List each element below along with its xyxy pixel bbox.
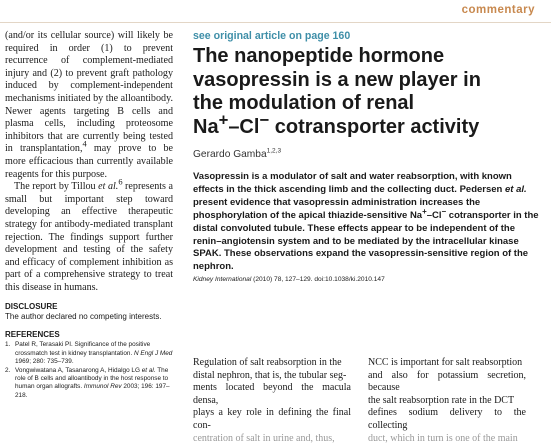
- body-column-1: [193, 357, 351, 445]
- reference-item: [5, 367, 173, 400]
- abstract-part-2: present evidence that vasopressin administration increases the phosphorylation of the apical thiazide-sensitive Na: [193, 196, 481, 221]
- footnote-4: 4: [82, 139, 87, 149]
- body-line: duct, which in turn is one of the main: [368, 432, 518, 444]
- left-column: [5, 30, 173, 400]
- citation-journal: Kidney International: [193, 276, 252, 284]
- disclosure-heading: DISCLOSURE: [5, 302, 58, 312]
- author: [193, 149, 543, 160]
- citation: [193, 276, 543, 283]
- body-line: distal nephron, that is, the tubular seg-: [193, 369, 347, 381]
- reference-tail: 1969; 280: 735–739.: [15, 357, 74, 365]
- article-header: [193, 30, 543, 283]
- title-line-3: the modulation of renal: [193, 92, 415, 114]
- reference-journal: et al.: [141, 367, 156, 375]
- body-columns: [193, 357, 543, 444]
- abstract-part-1: Vasopressin is a modulator of salt and water reabsorption, with known effects in the thick ascending limb and the collecting duct. Pedersen: [193, 171, 512, 195]
- left-paragraph-1: [5, 30, 173, 181]
- see-original-link[interactable]: see original article on page 160: [193, 30, 351, 42]
- et-al: et al.: [98, 181, 119, 193]
- reference-number: 1.: [5, 341, 11, 349]
- body-line: centration of salt in urine and, thus,: [193, 432, 335, 444]
- author-affiliations: 1,2,3: [266, 147, 282, 155]
- title-line-1: The nanopeptide hormone: [193, 45, 445, 67]
- abstract-minus-sup: −: [441, 206, 447, 216]
- body-line: defines sodium delivery to the collecting: [368, 407, 526, 431]
- header-divider: [0, 22, 551, 23]
- reference-text: Vongwiwatana A, Tasanarong A, Hidalgo LG: [15, 367, 142, 375]
- body-line: Regulation of salt reabsorption in the: [193, 357, 342, 368]
- abstract-et-al: et al.: [504, 183, 527, 195]
- body-line: ments located beyond the macula densa,: [193, 382, 351, 406]
- abstract-part-3: –Cl: [426, 209, 442, 221]
- reference-item: [5, 341, 173, 366]
- left-paragraph-2: [5, 177, 173, 294]
- left-paragraph-2-start: The report by Tillou: [14, 181, 99, 193]
- body-line: and also for potassium secretion, because: [368, 369, 526, 394]
- title-line-2: vasopressin is a new player in: [193, 68, 481, 91]
- reference-text: Patel R, Terasaki PI. Significance of the positive crossmatch test in kidney transplantation.: [15, 341, 151, 357]
- reference-journal: N Engl J Med: [134, 349, 173, 357]
- reference-journal: Immunol Rev: [83, 383, 122, 391]
- title-line-4-na: Na: [193, 115, 219, 138]
- left-paragraph-2-rest: represents a small but important step toward developing an effective therapeutic strategy for antibody-mediated transplant rejection. The findings support further development and testing of the safety and efficacy of complement inhibition as part of a comprehensive strategy to treat this disease in humans.: [5, 181, 173, 293]
- abstract-part-4: cotransporter in the distal convoluted tubule. These effects appear to be independent of the renin–angiotensin system and to be mediated by the intracellular kinase SPAK. These observations expand the vasopressin-sensitive region of the nephron.: [193, 209, 539, 273]
- left-paragraph-1-text: (and/or its cellular source) will likely be required in order (1) to prevent recurrence of complement-mediated injury and (2) to prevent graft pathology induced by complement-independent mechanisms initiated by the alloantibody. Newer agents targeting B cells and plasma cells, including proteosome inhibitors that are currently being tested in transplantation,: [5, 30, 173, 155]
- body-line: NCC is important for salt reabsorption: [368, 357, 523, 368]
- reference-tail: 2003; 196: 197–218.: [15, 383, 170, 399]
- body-line: the salt reabsorption rate in the DCT: [368, 394, 515, 406]
- article-title: [193, 45, 543, 139]
- footnote-6: 6: [118, 177, 123, 187]
- title-line-4-rest: cotransporter activity: [269, 115, 480, 138]
- citation-details: (2010) 78, 127–129. doi:10.1038/ki.2010.147: [251, 276, 385, 284]
- body-column-2: [368, 357, 526, 445]
- title-plus-sup: +: [218, 109, 229, 129]
- reference-tail: The role of B cells and alloantibody in the host response to human organ allografts.: [15, 367, 169, 391]
- abstract: [193, 171, 543, 274]
- abstract-plus-sup: +: [422, 206, 427, 216]
- title-minus-sup: −: [259, 109, 270, 129]
- left-paragraph-1-end: may prove to be more efficacious than currently available reagents for this purpose.: [5, 143, 173, 180]
- author-name: Gerardo Gamba: [193, 149, 267, 160]
- disclosure-text: The author declared no competing interests.: [5, 312, 162, 322]
- title-line-4-cl: –Cl: [228, 115, 260, 138]
- reference-number: 2.: [5, 367, 11, 375]
- section-label: commentary: [461, 4, 535, 16]
- body-line: plays a key role in defining the final con-: [193, 407, 351, 431]
- references-heading: REFERENCES: [5, 330, 60, 340]
